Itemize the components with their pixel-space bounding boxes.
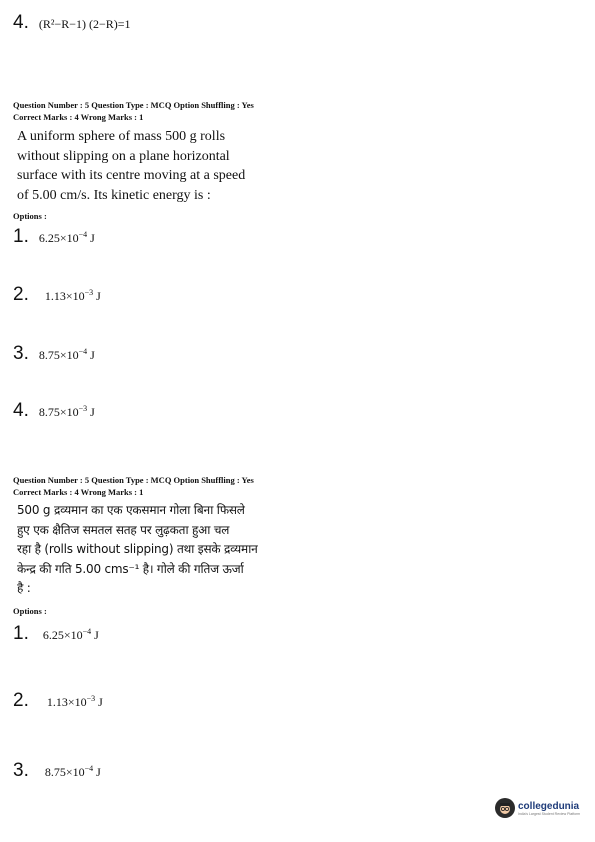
question-header xyxy=(13,99,254,123)
option-text: $8.75\times 10^{-4}$ J xyxy=(38,347,95,362)
option-number: 1. xyxy=(13,226,29,247)
option-1 xyxy=(13,623,99,645)
marks-meta-line: Correct Marks : 4 Wrong Marks : 1 xyxy=(13,487,144,497)
stem-line: surface with its centre moving at a speed xyxy=(17,168,246,183)
option-text: (R²−R−1) (2−R)=1 xyxy=(38,17,131,31)
question-meta-line: Question Number : 5 Question Type : MCQ Option Shuffling : Yes xyxy=(13,100,254,110)
prev-option-4 xyxy=(13,12,131,34)
logo-name: collegedunia xyxy=(518,800,580,812)
option-number: 1. xyxy=(13,623,29,644)
stem-line: हुए एक क्षैतिज समतल सतह पर लुढ़कता हुआ चल xyxy=(17,522,230,537)
question-meta-line: Question Number : 5 Question Type : MCQ Option Shuffling : Yes xyxy=(13,475,254,485)
option-text: $8.75\times 10^{-4}$ J xyxy=(44,764,101,779)
logo-tagline: India's Largest Student Review Platform xyxy=(518,811,581,816)
option-3 xyxy=(13,760,101,782)
option-number: 4. xyxy=(13,12,29,33)
option-text: $1.13\times 10^{-3}$ J xyxy=(46,694,103,709)
option-2 xyxy=(13,690,103,712)
option-text: $6.25\times 10^{-4}$ J xyxy=(38,230,95,245)
option-text: $8.75\times 10^{-3}$ J xyxy=(38,404,95,419)
option-number: 3. xyxy=(13,760,29,781)
option-1 xyxy=(13,226,95,248)
stem-line: of 5.00 cm/s. Its kinetic energy is : xyxy=(17,187,211,203)
options-label: Options : xyxy=(13,606,47,616)
option-4 xyxy=(13,400,95,422)
collegedunia-logo xyxy=(495,798,580,818)
question-header xyxy=(13,474,254,498)
stem-line: है : xyxy=(17,581,31,595)
question-stem xyxy=(17,127,245,205)
option-text: $6.25\times 10^{-4}$ J xyxy=(42,627,99,642)
option-2 xyxy=(13,284,101,306)
option-number: 3. xyxy=(13,343,29,364)
option-number: 2. xyxy=(13,284,29,305)
stem-line: 500 g द्रव्यमान का एक एकसमान गोला बिना फिसले xyxy=(17,503,245,517)
stem-line: A uniform sphere of mass 500 g rolls xyxy=(17,129,226,144)
option-3 xyxy=(13,343,95,365)
marks-meta-line: Correct Marks : 4 Wrong Marks : 1 xyxy=(13,112,144,122)
question-stem-hindi xyxy=(17,501,258,599)
stem-line: केन्द्र की गति 5.00 cms⁻¹ है। गोले की गतिज ऊर्जा xyxy=(17,561,244,576)
stem-line: without slipping on a plane horizontal xyxy=(17,148,230,164)
option-text: $1.13\times 10^{-3}$ J xyxy=(44,288,101,303)
logo-mascot-icon xyxy=(495,798,515,818)
option-number: 4. xyxy=(13,400,29,421)
stem-line: रहा है (rolls without slipping) तथा इसके द्रव्यमान xyxy=(17,542,258,556)
options-label: Options : xyxy=(13,211,47,221)
option-number: 2. xyxy=(13,690,29,711)
